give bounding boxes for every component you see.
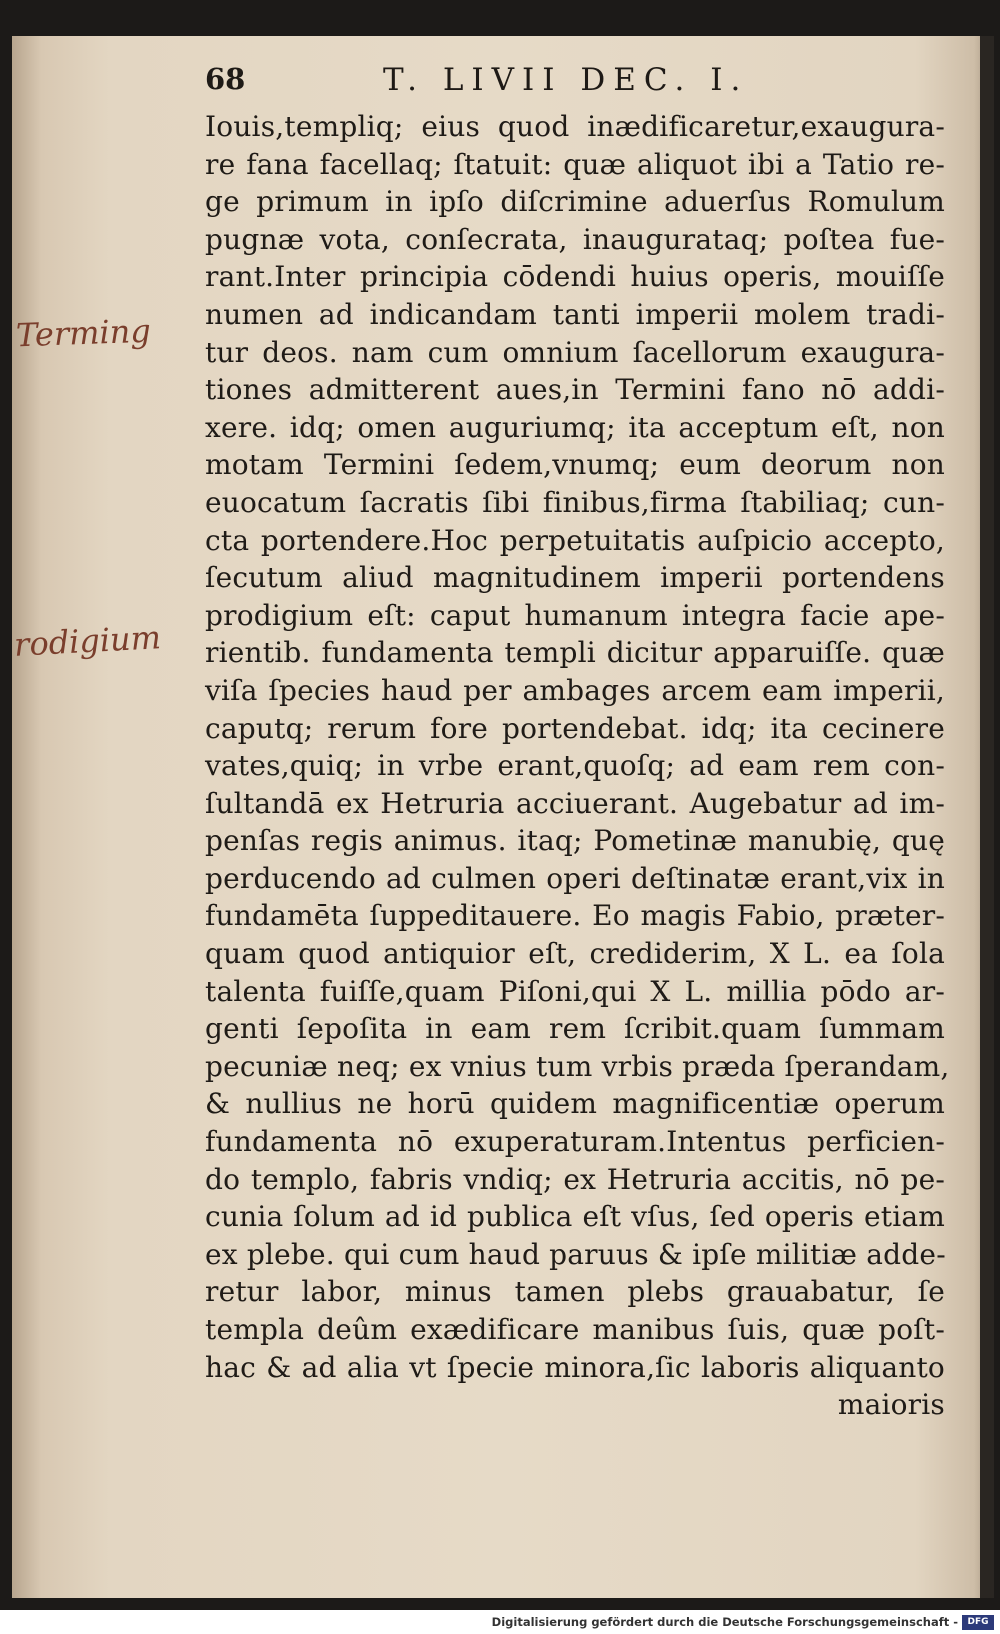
- text-line: pugnæ vota, conſecrata, inaugurataq; poſtea fue-: [205, 222, 945, 256]
- text-line: ſultandā ex Hetruria acciuerant. Augebatur ad im-: [205, 786, 945, 820]
- text-line: tur deos. nam cum omnium ſacellorum exaugura-: [205, 335, 945, 369]
- text-line: Iouis,templiq; eius quod inædificaretur,exaugura-: [205, 110, 945, 143]
- page-header: [205, 62, 785, 102]
- text-line: genti ſepoſita in eam rem ſcribit.quam ſummam: [205, 1012, 945, 1046]
- text-line: talenta fuiſſe,quam Piſoni,qui X L. millia pōdo ar-: [205, 974, 945, 1008]
- text-line: fundamenta nō exuperaturam.Intentus perficien-: [205, 1125, 945, 1159]
- text-line: & nullius ne horū quidem magnificentiæ operum: [205, 1087, 945, 1121]
- text-line: retur labor, minus tamen plebs grauabatur, ſe: [205, 1275, 945, 1309]
- dfg-logo: DFG: [962, 1615, 994, 1630]
- text-line: templa deûm exædificare manibus ſuis, quæ poſt-: [205, 1313, 945, 1346]
- text-line: xere. idq; omen auguriumq; ita acceptum eſt, non: [205, 410, 945, 444]
- text-line: pecuniæ neq; ex vnius tum vrbis præda ſperandam,: [205, 1049, 950, 1083]
- text-line: ge primum in ipſo diſcrimine aduerſus Romulum: [205, 185, 945, 219]
- text-line: ſecutum aliud magnitudinem imperii portendens: [205, 561, 945, 595]
- text-line: motam Termini ſedem,vnumq; eum deorum non: [205, 448, 945, 482]
- text-line: caputq; rerum fore portendebat. idq; ita cecinere: [205, 711, 945, 745]
- text-line: cta portendere.Hoc perpetuitatis auſpicio accepto,: [205, 523, 945, 557]
- marginal-note: Terming: [15, 311, 152, 355]
- text-line: ex plebe. qui cum haud paruus & ipſe militiæ adde-: [205, 1237, 946, 1271]
- credit-text: Digitalisierung gefördert durch die Deutsche Forschungsgemeinschaft -: [491, 1615, 958, 1629]
- text-line: euocatum ſacratis ſibi finibus,firma ſtabiliaq; cun-: [205, 485, 945, 519]
- text-line: vates,quiq; in vrbe erant,quoſq; ad eam rem con-: [205, 749, 945, 783]
- text-line: fundamēta ſuppeditauere. Eo magis Fabio, præter-: [205, 899, 945, 933]
- text-line: prodigium eſt: caput humanum integra facie ape-: [205, 598, 945, 632]
- marginal-note: rodigium: [13, 618, 162, 664]
- text-line: hac & ad alia vt ſpecie minora,ſic laboris aliquanto: [205, 1350, 945, 1384]
- page-edge: [980, 36, 994, 1598]
- text-line: tiones admitterent aues,in Termini fano nō addi-: [205, 373, 945, 407]
- text-line: cunia ſolum ad id publica eſt vſus, ſed operis etiam: [205, 1200, 945, 1234]
- running-head: T. LIVII DEC. I.: [383, 62, 749, 98]
- text-line: quam quod antiquior eſt, crediderim, X L. ea ſola: [205, 937, 945, 971]
- text-line: viſa ſpecies haud per ambages arcem eam imperii,: [205, 673, 945, 707]
- catchword: maioris: [837, 1388, 945, 1422]
- text-line: rant.Inter principia cōdendi huius operis, mouiſſe: [205, 260, 945, 294]
- text-line: penſas regis animus. itaq; Pometinæ manubię, quę: [205, 824, 945, 858]
- text-line: perducendo ad culmen operi deſtinatæ erant,vix in: [205, 861, 945, 895]
- digitization-credit-bar: [0, 1612, 1000, 1634]
- text-line: rientib. fundamenta templi dicitur apparuiſſe. quæ: [205, 636, 945, 670]
- text-line: numen ad indicandam tanti imperii molem tradi-: [205, 297, 945, 331]
- text-line: re fana facellaq; ſtatuit: quæ aliquot ibi a Tatio re-: [205, 147, 945, 181]
- body-text: [205, 108, 950, 1424]
- text-line: do templo, fabris vndiq; ex Hetruria accitis, nō pe-: [205, 1162, 945, 1196]
- page-number: 68: [205, 62, 246, 96]
